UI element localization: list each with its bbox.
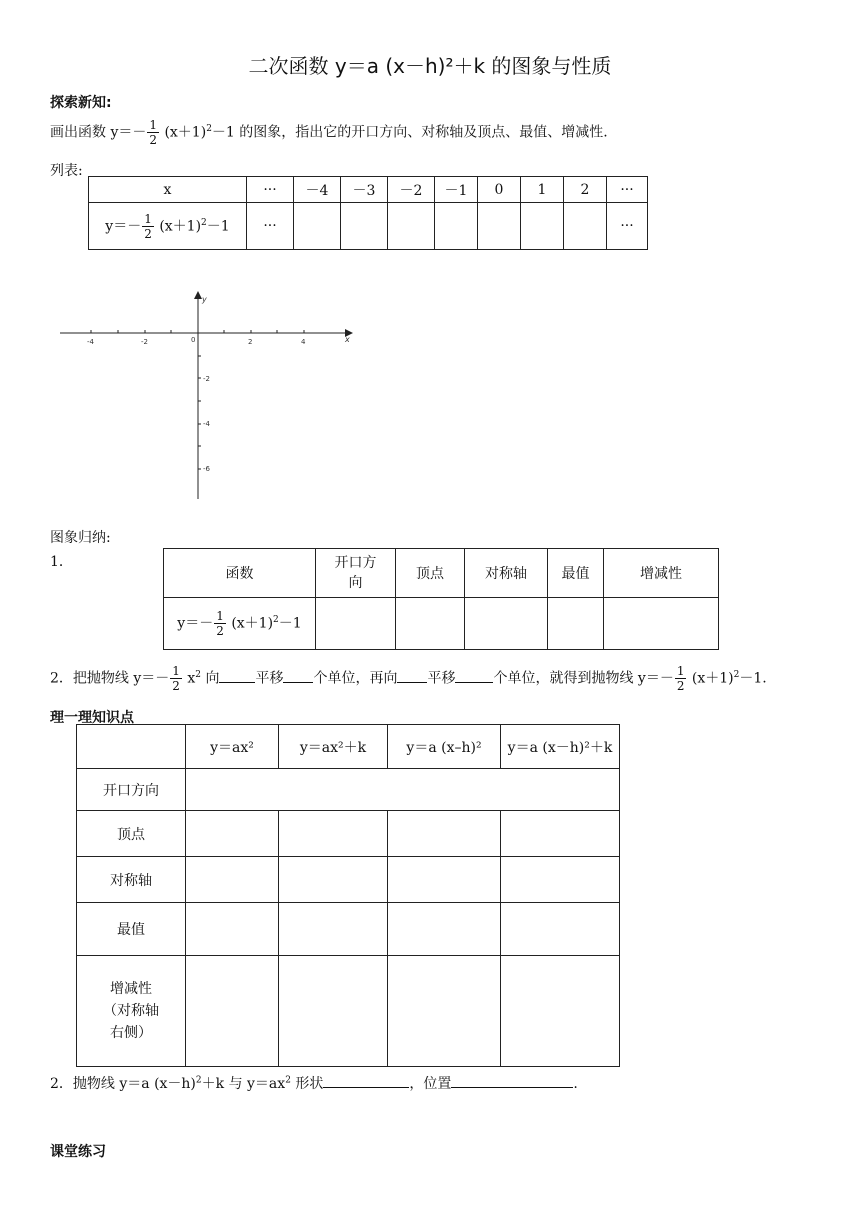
item-1-number: 1． xyxy=(50,554,73,570)
item2-text: x xyxy=(187,670,196,687)
summary-header: 顶点 xyxy=(396,549,465,598)
item3-text: 2．抛物线 y＝a (x－h) xyxy=(50,1076,196,1092)
item2-text: 向 xyxy=(201,670,220,687)
intro-sentence xyxy=(50,118,608,147)
func-mid: (x＋1) xyxy=(231,615,274,632)
fraction-half xyxy=(142,212,154,241)
knowledge-cell xyxy=(388,811,501,857)
item-3-sentence xyxy=(50,1073,578,1093)
table-row xyxy=(164,549,719,598)
knowledge-cell xyxy=(279,903,388,956)
table-row xyxy=(89,177,648,203)
fill-blank-direction-1[interactable] xyxy=(219,668,255,683)
value-table-cell xyxy=(294,203,341,250)
summary-label: 图象归纳: xyxy=(50,530,111,546)
item3-sup: 2 xyxy=(285,1075,291,1086)
knowledge-col-header: y＝a (x－h)²＋k xyxy=(501,725,620,769)
fraction-half xyxy=(147,118,159,147)
knowledge-cell xyxy=(186,857,279,903)
knowledge-row-header: 对称轴 xyxy=(77,857,186,903)
summary-header: 开口方向 xyxy=(316,549,396,598)
x-tick-label: 4 xyxy=(301,338,306,346)
knowledge-cell xyxy=(186,903,279,956)
knowledge-cell xyxy=(279,811,388,857)
knowledge-row-header: 增减性（对称轴右侧） xyxy=(77,956,186,1067)
item2-text: 2．把抛物线 y＝－ xyxy=(50,670,170,687)
value-table-cell: ··· xyxy=(247,203,294,250)
value-table-func-cell xyxy=(89,203,247,250)
frac-num: 1 xyxy=(144,211,152,226)
table-row xyxy=(77,769,620,811)
item3-text: . xyxy=(573,1076,578,1092)
item2-sup: 2 xyxy=(733,669,740,680)
knowledge-cell xyxy=(501,956,620,1067)
fill-blank-shape[interactable] xyxy=(323,1073,409,1088)
frac-den: 2 xyxy=(144,226,152,241)
summary-cell xyxy=(548,598,604,650)
summary-cell xyxy=(465,598,548,650)
item2-text: (x＋1) xyxy=(691,670,734,687)
value-table-cell: 2 xyxy=(564,177,607,203)
origin-label: 0 xyxy=(191,336,196,344)
summary-header: 最值 xyxy=(548,549,604,598)
y-tick-label: -4 xyxy=(203,420,210,428)
x-tick-label: -4 xyxy=(87,338,94,346)
knowledge-cell xyxy=(388,857,501,903)
knowledge-table xyxy=(76,724,620,1067)
section-practice-heading: 课堂练习 xyxy=(50,1144,106,1160)
value-table-cell xyxy=(564,203,607,250)
intro-prefix: 画出函数 y＝－ xyxy=(50,124,147,141)
frac-num: 1 xyxy=(216,609,224,623)
knowledge-cell xyxy=(186,956,279,1067)
value-table-cell: －1 xyxy=(435,177,478,203)
summary-cell xyxy=(396,598,465,650)
frac-den: 2 xyxy=(676,679,685,693)
table-row xyxy=(77,725,620,769)
item3-text: ，位置 xyxy=(409,1076,452,1092)
func-tail: －1 xyxy=(278,615,302,632)
y-axis-label: y xyxy=(202,295,207,304)
item2-sup: 2 xyxy=(195,669,202,680)
fraction-half xyxy=(170,664,182,693)
item2-text: 个单位，再向 xyxy=(313,670,398,687)
intro-sup: 2 xyxy=(206,123,212,134)
item-2-sentence xyxy=(50,664,767,693)
func-prefix: y＝－ xyxy=(105,218,142,234)
summary-cell xyxy=(604,598,719,650)
table-row xyxy=(77,857,620,903)
knowledge-row-header: 顶点 xyxy=(77,811,186,857)
item2-text: 平移 xyxy=(255,670,284,687)
summary-header: 对称轴 xyxy=(465,549,548,598)
frac-den: 2 xyxy=(216,624,224,638)
summary-func-cell xyxy=(164,598,316,650)
table-row xyxy=(77,811,620,857)
knowledge-col-header: y＝a (x–h)² xyxy=(388,725,501,769)
func-tail: －1 xyxy=(206,218,230,234)
knowledge-cell xyxy=(501,857,620,903)
value-table xyxy=(88,176,648,250)
fill-blank-position[interactable] xyxy=(451,1073,573,1088)
value-table-cell: －2 xyxy=(388,177,435,203)
intro-suffix: －1 的图象，指出它的开口方向、对称轴及顶点、最值、增减性. xyxy=(211,124,608,141)
func-mid: (x＋1) xyxy=(159,218,202,234)
value-table-cell: －3 xyxy=(341,177,388,203)
y-axis-arrow xyxy=(194,291,202,299)
value-table-cell: ··· xyxy=(607,203,648,250)
list-label: 列表: xyxy=(50,163,83,179)
item2-text: 平移 xyxy=(427,670,456,687)
value-table-cell xyxy=(435,203,478,250)
page-title: 二次函数 y＝a (x－h)²＋k 的图象与性质 xyxy=(248,54,612,78)
knowledge-corner-cell xyxy=(77,725,186,769)
section-knowledge-heading: 理一理知识点 xyxy=(50,710,134,726)
knowledge-cell xyxy=(501,903,620,956)
knowledge-cell xyxy=(186,811,279,857)
value-table-cell: ··· xyxy=(607,177,648,203)
summary-table xyxy=(163,548,719,650)
fill-blank-direction-2[interactable] xyxy=(397,668,427,683)
table-row xyxy=(164,598,719,650)
func-prefix: y＝－ xyxy=(177,615,214,632)
knowledge-cell xyxy=(279,956,388,1067)
fill-blank-units-1[interactable] xyxy=(283,668,313,683)
item2-text: －1. xyxy=(739,670,767,687)
table-row xyxy=(89,203,648,250)
item3-sup: 2 xyxy=(195,1075,202,1086)
item3-text: ＋k 与 y＝ax xyxy=(201,1076,286,1092)
fraction-half xyxy=(214,609,226,638)
value-table-cell: ··· xyxy=(247,177,294,203)
intro-middle: (x＋1) xyxy=(164,124,207,141)
x-tick-label: -2 xyxy=(141,338,148,346)
item3-text: 形状 xyxy=(290,1076,324,1092)
func-sup: 2 xyxy=(273,614,279,625)
knowledge-cell xyxy=(186,769,620,811)
summary-header: 增减性 xyxy=(604,549,719,598)
knowledge-row-header: 开口方向 xyxy=(77,769,186,811)
knowledge-col-header: y＝ax² xyxy=(186,725,279,769)
value-table-cell: －4 xyxy=(294,177,341,203)
summary-header: 函数 xyxy=(164,549,316,598)
x-axis-label: x xyxy=(345,335,350,344)
y-tick-label: -6 xyxy=(203,465,210,473)
table-row xyxy=(77,903,620,956)
summary-cell xyxy=(316,598,396,650)
func-sup: 2 xyxy=(201,217,207,228)
frac-den: 2 xyxy=(149,133,157,147)
frac-den: 2 xyxy=(172,679,180,693)
section-explore-heading: 探索新知: xyxy=(50,95,112,111)
frac-num: 1 xyxy=(149,118,157,132)
coordinate-axes xyxy=(55,285,365,505)
knowledge-cell xyxy=(279,857,388,903)
value-table-cell xyxy=(478,203,521,250)
table-row xyxy=(77,956,620,1067)
frac-num: 1 xyxy=(172,664,180,678)
knowledge-cell xyxy=(388,903,501,956)
item2-text: 个单位，就得到抛物线 y＝－ xyxy=(493,670,674,687)
value-table-cell xyxy=(521,203,564,250)
fraction-half xyxy=(675,664,687,693)
knowledge-row-header: 最值 xyxy=(77,903,186,956)
x-tick-label: 2 xyxy=(248,338,253,346)
value-table-cell: x xyxy=(89,177,247,203)
value-table-cell: 0 xyxy=(478,177,521,203)
value-table-cell xyxy=(341,203,388,250)
knowledge-cell xyxy=(501,811,620,857)
knowledge-col-header: y＝ax²＋k xyxy=(279,725,388,769)
y-tick-label: -2 xyxy=(203,375,210,383)
fill-blank-units-2[interactable] xyxy=(455,668,493,683)
value-table-cell: 1 xyxy=(521,177,564,203)
knowledge-cell xyxy=(388,956,501,1067)
value-table-cell xyxy=(388,203,435,250)
frac-num: 1 xyxy=(676,664,685,678)
